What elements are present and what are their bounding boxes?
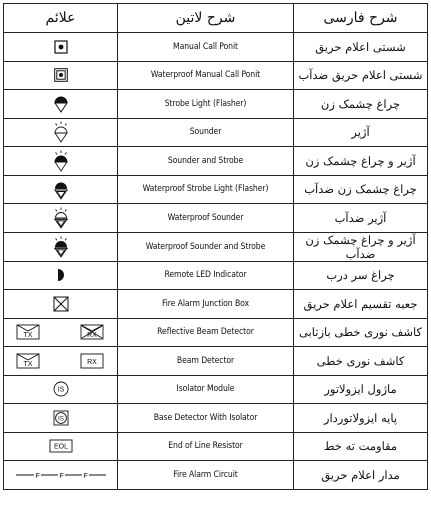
latin-description: Waterproof Manual Call Ponit	[118, 61, 294, 90]
persian-description: ماژول ایزولاتور	[294, 375, 428, 404]
symbol-cell	[4, 175, 118, 204]
latin-description: Waterproof Sounder and Strobe	[118, 232, 294, 261]
latin-description: Isolator Module	[118, 375, 294, 404]
persian-description: کاشف نوری خطی بازتابی	[294, 318, 428, 347]
symbol-cell	[4, 347, 118, 376]
waterproof-sounder-strobe-icon	[52, 236, 70, 258]
table-row	[4, 375, 428, 404]
table-row	[4, 147, 428, 176]
symbol-cell	[4, 432, 118, 461]
circuit-f-label: F	[82, 472, 88, 480]
symbol-cell	[4, 261, 118, 290]
persian-description: چراغ سر درب	[294, 261, 428, 290]
table-row	[4, 461, 428, 490]
table-row	[4, 232, 428, 261]
header-persian: شرح فارسی	[294, 4, 428, 33]
latin-description: Manual Call Ponit	[118, 33, 294, 62]
symbol-cell	[4, 204, 118, 233]
strobe-light-icon	[53, 94, 69, 114]
table-row	[4, 347, 428, 376]
table-row	[4, 261, 428, 290]
symbol-cell	[4, 118, 118, 147]
header-symbol: علائم	[4, 4, 118, 33]
remote-led-indicator-icon	[55, 268, 67, 282]
persian-description: آژیر ضدآب	[294, 204, 428, 233]
tx-label: TX	[23, 332, 32, 340]
symbol-cell	[4, 375, 118, 404]
latin-description: Strobe Light (Flasher)	[118, 90, 294, 119]
latin-description: Beam Detector	[118, 347, 294, 376]
latin-description: Sounder and Strobe	[118, 147, 294, 176]
latin-description: Fire Alarm Circuit	[118, 461, 294, 490]
rx-label-crossed: RX	[86, 332, 97, 340]
symbol-cell	[4, 61, 118, 90]
table-row	[4, 204, 428, 233]
is-label: IS	[57, 386, 64, 394]
sounder-icon	[52, 121, 70, 143]
header-row	[4, 4, 428, 33]
eol-label: EOL	[53, 443, 68, 451]
symbol-cell	[4, 290, 118, 319]
table-row	[4, 61, 428, 90]
latin-description: Fire Alarm Junction Box	[118, 290, 294, 319]
waterproof-manual-call-point-icon	[54, 68, 68, 82]
symbol-cell	[4, 90, 118, 119]
persian-description: چراغ چشمک زن ضدآب	[294, 175, 428, 204]
persian-description: کاشف نوری خطی	[294, 347, 428, 376]
waterproof-strobe-icon	[52, 178, 70, 200]
persian-description: چراغ چشمک زن	[294, 90, 428, 119]
table-row	[4, 404, 428, 433]
reflective-beam-detector-icon	[13, 323, 109, 341]
table-row	[4, 318, 428, 347]
symbol-cell	[4, 461, 118, 490]
symbol-cell	[4, 404, 118, 433]
symbol-cell	[4, 232, 118, 261]
legend-sheet	[3, 3, 427, 514]
table-row	[4, 90, 428, 119]
persian-description: مدار اعلام حریق	[294, 461, 428, 490]
base-detector-isolator-icon	[53, 410, 69, 426]
table-row	[4, 290, 428, 319]
latin-description: Waterproof Sounder	[118, 204, 294, 233]
latin-description: End of Line Resistor	[118, 432, 294, 461]
end-of-line-resistor-icon	[49, 439, 73, 453]
latin-description: Sounder	[118, 118, 294, 147]
header-latin: شرح لاتین	[118, 4, 294, 33]
persian-description: آژیر	[294, 118, 428, 147]
latin-description: Remote LED Indicator	[118, 261, 294, 290]
latin-description: Waterproof Strobe Light (Flasher)	[118, 175, 294, 204]
latin-description: Base Detector With Isolator	[118, 404, 294, 433]
manual-call-point-icon	[54, 40, 68, 54]
persian-description: آژیر و چراغ چشمک زن ضدآب	[294, 232, 428, 261]
beam-detector-icon	[13, 352, 109, 370]
persian-description: مقاومت ته خط	[294, 432, 428, 461]
persian-description: پایه ایزولاتوردار	[294, 404, 428, 433]
junction-box-icon	[53, 296, 69, 312]
circuit-f-label: F	[58, 472, 64, 480]
persian-description: شستی اعلام حریق ضدآب	[294, 61, 428, 90]
symbol-cell	[4, 33, 118, 62]
fire-alarm-circuit-icon	[15, 469, 107, 481]
tx-label: TX	[23, 360, 32, 368]
symbol-cell	[4, 147, 118, 176]
sounder-strobe-icon	[52, 150, 70, 172]
isolator-module-icon	[53, 381, 69, 397]
rx-label: RX	[86, 358, 97, 366]
table-row	[4, 33, 428, 62]
table-row	[4, 175, 428, 204]
circuit-f-label: F	[34, 472, 40, 480]
symbol-cell	[4, 318, 118, 347]
latin-description: Reflective Beam Detector	[118, 318, 294, 347]
waterproof-sounder-icon	[52, 207, 70, 229]
table-row	[4, 432, 428, 461]
persian-description: جعبه تقسیم اعلام حریق	[294, 290, 428, 319]
persian-description: آژیر و چراغ چشمک زن	[294, 147, 428, 176]
fire-alarm-legend-table	[3, 3, 428, 490]
persian-description: شستی اعلام حریق	[294, 33, 428, 62]
is-label: IS	[57, 416, 64, 423]
table-row	[4, 118, 428, 147]
